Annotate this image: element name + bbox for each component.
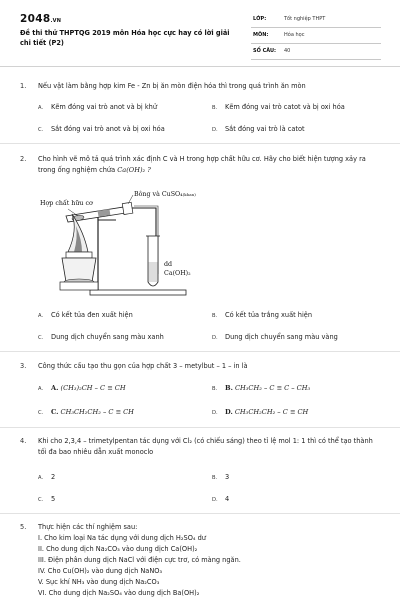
option-b[interactable]: B. Có kết tủa trắng xuất hiện <box>212 311 313 319</box>
question-intro: Thực hiện các thí nghiệm sau: <box>38 523 138 531</box>
formula: Ca(OH)₂ ? <box>117 166 151 174</box>
question-number: 4. <box>20 437 27 445</box>
option-a[interactable]: A. 2 <box>38 473 56 481</box>
experiment-line: VI. Cho dung dịch Na₂SO₄ vào dung dịch Ba(OH)₂ <box>38 589 200 597</box>
option-b[interactable]: B. Kẽm đóng vai trò catot và bị oxi hóa <box>212 103 345 111</box>
option-d[interactable]: D. 4 <box>212 495 230 503</box>
question-4 <box>20 436 385 460</box>
option-d[interactable]: D. Sắt đóng vai trò là catot <box>212 125 305 133</box>
page-header <box>0 0 400 64</box>
option-a[interactable]: A. Có kết tủa đen xuất hiện <box>38 311 133 319</box>
option-b[interactable]: B. B. CH₃CH₂ – C ≡ C – CH₃ <box>212 384 311 392</box>
option-d[interactable]: D. Dung dịch chuyển sang màu vàng <box>212 333 338 341</box>
question-divider <box>0 143 400 144</box>
meta-value: 40 <box>284 48 291 54</box>
meta-row-count <box>251 44 381 60</box>
meta-row-class <box>251 12 381 28</box>
option-c[interactable]: C. Sắt đóng vai trò anot và bị oxi hóa <box>38 125 165 133</box>
option-d[interactable]: D. D. CH₃CH₂CH₂ – C ≡ CH <box>212 408 309 416</box>
header-divider <box>0 66 400 67</box>
option-c[interactable]: C. Dung dịch chuyển sang màu xanh <box>38 333 164 341</box>
question-divider <box>0 427 400 428</box>
option-b[interactable]: B. 3 <box>212 473 230 481</box>
option-a[interactable]: A. Kẽm đóng vai trò anot và bị khử <box>38 103 157 111</box>
question-divider <box>0 513 400 514</box>
meta-value: Hóa học <box>284 32 305 38</box>
apparatus-figure <box>38 186 218 304</box>
meta-key: SỐ CÂU: <box>253 48 277 54</box>
experiment-line: IV. Cho Cu(OH)₂ vào dung dịch NaNO₃ <box>38 567 163 575</box>
experiment-line: III. Điện phân dung dịch NaCl với điện cực trơ, có màng ngăn. <box>38 556 241 564</box>
question-text: Nếu vật làm bằng hợp kim Fe - Zn bị ăn mòn điện hóa thì trong quá trình ăn mòn <box>38 82 306 90</box>
document-title: Đề thi thử THPTQG 2019 môn Hóa học cực hay có lời giải chi tiết (P2) <box>20 29 230 47</box>
question-text: Khi cho 2,3,4 – trimetylpentan tác dụng với Cl₂ (có chiếu sáng) theo tỉ lệ mol 1: 1 thì có thể tạo thành tối đa bao nhiêu dẫn xuất monoclo <box>38 437 373 456</box>
experiment-line: I. Cho kim loại Na tác dụng với dung dịch H₂SO₄ dư <box>38 534 206 542</box>
experiment-line: V. Sục khí NH₃ vào dung dịch Na₂CO₃ <box>38 578 160 586</box>
question-number: 1. <box>20 82 27 90</box>
question-number: 5. <box>20 523 27 531</box>
question-number: 3. <box>20 362 27 370</box>
meta-value: Tốt nghiệp THPT <box>284 16 326 22</box>
meta-key: MÔN: <box>253 32 269 38</box>
question-text <box>38 522 383 599</box>
question-5 <box>20 522 385 600</box>
option-a[interactable]: A. A. (CH₃)₂CH – C ≡ CH <box>38 384 126 392</box>
question-number: 2. <box>20 155 27 163</box>
label-solution: dd <box>164 261 173 268</box>
meta-row-subject <box>251 28 381 44</box>
label-organic-compound: Hợp chất hữu cơ <box>40 200 93 207</box>
question-divider <box>0 351 400 352</box>
question-text: Công thức cấu tạo thu gọn của hợp chất 3 – metylbut – 1 – in là <box>38 362 248 370</box>
option-c[interactable]: C. C. CH₃CH₂CH₂ – C ≡ CH <box>38 408 134 416</box>
label-caoh2: Ca(OH)₂ <box>164 270 191 277</box>
meta-table <box>251 12 381 60</box>
question-text: Cho hình vẽ mô tả quá trình xác định C và H trong hợp chất hữu cơ. Hãy cho biết hiện tượng xảy ra trong ống nghiệm chứa Ca(OH)₂ ? <box>38 155 366 174</box>
experiment-line: II. Cho dung dịch Na₂CO₃ vào dung dịch Ca(OH)₂ <box>38 545 198 553</box>
brand-logo[interactable]: 2048.VN <box>20 13 62 25</box>
meta-key: LỚP: <box>253 16 267 22</box>
question-2 <box>20 154 385 178</box>
label-cotton-cuso4: Bông và CuSO₄(khan) <box>134 191 196 198</box>
option-c[interactable]: C. 5 <box>38 495 56 503</box>
